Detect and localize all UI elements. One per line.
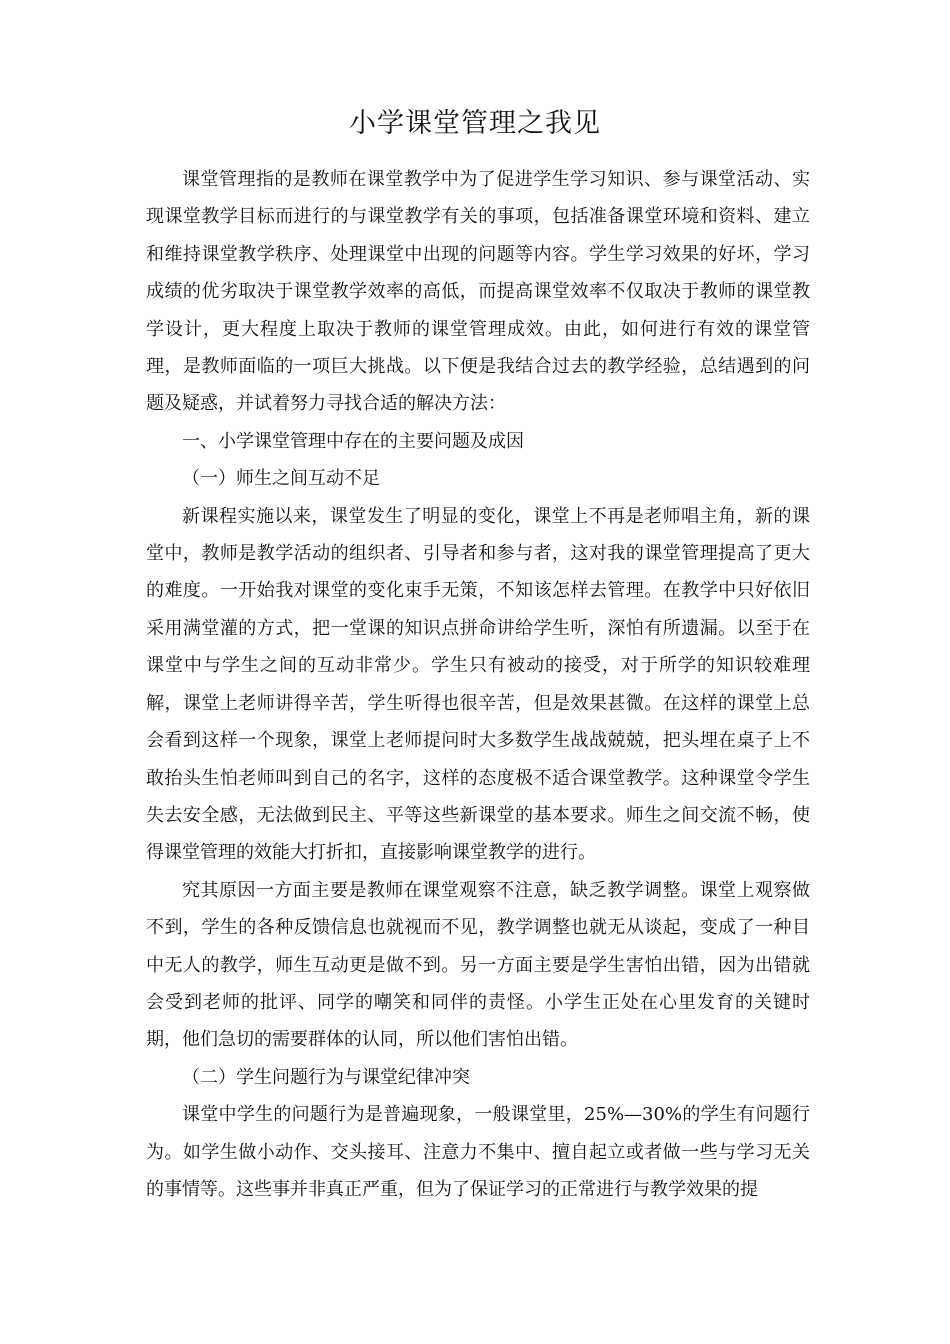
document-body [146, 161, 810, 1208]
document-title: 小学课堂管理之我见 [349, 108, 601, 139]
section-heading-1: 一、小学课堂管理中存在的主要问题及成因 [182, 430, 524, 452]
paragraph-causes: 究其原因一方面主要是教师在课堂观察不注意，缺乏教学调整。课堂上观察做不到，学生的各种反馈信息也就视而不见，教学调整也就无从谈起，变成了一种目中无人的教学，师生互动更是做不到。另一方面主要是学生害怕出错，因为出错就会受到老师的批评、同学的嘲笑和同伴的责怪。小学生正处在心里发育的关键时期，他们急切的需要群体的认同，所以他们害怕出错。 [146, 879, 810, 1051]
subsection-heading-1: （一）师生之间互动不足 [182, 468, 380, 490]
paragraph-intro: 课堂管理指的是教师在课堂教学中为了促进学生学习知识、参与课堂活动、实现课堂教学目标而进行的与课堂教学有关的事项，包括准备课堂环境和资料、建立和维持课堂教学秩序、处理课堂中出现的问题等内容。学生学习效果的好坏，学习成绩的优劣取决于课堂教学效率的高低，而提高课堂效率不仅取决于教师的课堂教学设计，更大程度上取决于教师的课堂管理成效。由此，如何进行有效的课堂管理，是教师面临的一项巨大挑战。以下便是我结合过去的教学经验，总结遇到的问题及疑惑，并试着努力寻找合适的解决方法： [146, 169, 810, 415]
paragraph-interaction: 新课程实施以来，课堂发生了明显的变化，课堂上不再是老师唱主角，新的课堂中，教师是教学活动的组织者、引导者和参与者，这对我的课堂管理提高了更大的难度。一开始我对课堂的变化束手无策，不知该怎样去管理。在教学中只好依旧采用满堂灌的方式，把一堂课的知识点拼命讲给学生听，深怕有所遗漏。以至于在课堂中与学生之间的互动非常少。学生只有被动的接受，对于所学的知识较难理解，课堂上老师讲得辛苦，学生听得也很辛苦，但是效果甚微。在这样的课堂上总会看到这样一个现象，课堂上老师提问时大多数学生战战兢兢，把头埋在桌子上不敢抬头生怕老师叫到自己的名字，这样的态度极不适合课堂教学。这种课堂令学生失去安全感，无法做到民主、平等这些新课堂的基本要求。师生之间交流不畅，使得课堂管理的效能大打折扣，直接影响课堂教学的进行。 [146, 505, 810, 864]
subsection-heading-2: （二）学生问题行为与课堂纪律冲突 [182, 1066, 470, 1088]
paragraph-behavior: 课堂中学生的问题行为是普遍现象，一般课堂里，25%—30%的学生有问题行为。如学生做小动作、交头接耳、注意力不集中、擅自起立或者做一些与学习无关的事情等。这些事并非真正严重，但为了保证学习的正常进行与教学效果的提 [146, 1104, 810, 1200]
